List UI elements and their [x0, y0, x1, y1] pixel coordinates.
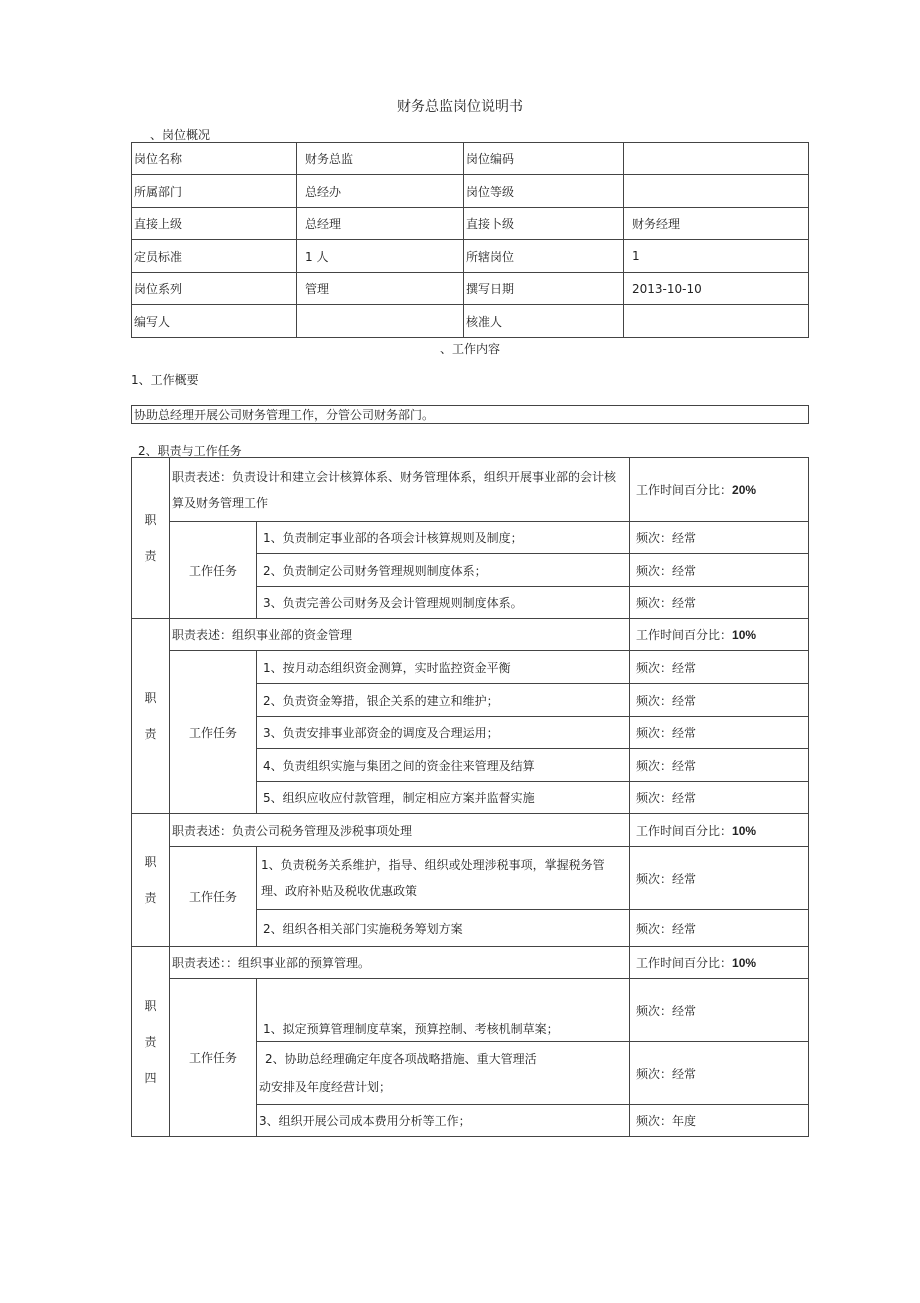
overview-label-cell: 岗位系列 — [132, 273, 297, 305]
overview-label-cell: 所属部门 — [132, 175, 297, 208]
duty-label: 职 责 四 — [132, 947, 170, 1137]
section-heading-content: 、工作内容 — [440, 342, 501, 356]
overview-value-cell — [624, 143, 809, 175]
overview-label-cell: 撰写日期 — [464, 273, 624, 305]
duty-label: 职 责 — [132, 458, 170, 619]
overview-label-cell: 所辖岗位 — [464, 240, 624, 273]
task-item: 4、负责组织实施与集团之间的资金往来管理及结算 — [257, 749, 630, 782]
overview-value-cell: 1 人 — [297, 240, 464, 273]
duty-label: 职 责 — [132, 619, 170, 814]
task-frequency: 频次：经常 — [630, 522, 809, 554]
overview-value-cell: 财务经理 — [624, 208, 809, 240]
overview-label-cell: 岗位名称 — [132, 143, 297, 175]
overview-value-cell: 总经理 — [297, 208, 464, 240]
overview-label-cell: 核准人 — [464, 305, 624, 338]
overview-row — [132, 305, 809, 338]
task-frequency: 频次：年度 — [630, 1105, 809, 1137]
task-frequency: 频次：经常 — [630, 749, 809, 782]
summary-table — [131, 405, 809, 424]
task-item: 1、拟定预算管理制度草案，预算控制、考核机制草案； — [257, 979, 630, 1042]
task-item: 1、负责税务关系维护，指导、组织或处理涉税事项，掌握税务管理、政府补贴及税收优惠政策 — [257, 847, 630, 910]
overview-table — [131, 142, 809, 338]
summary-text: 协助总经理开展公司财务管理工作，分管公司财务部门。 — [132, 406, 809, 424]
task-item: 3、负责安排事业部资金的调度及合理运用； — [257, 717, 630, 749]
task-frequency: 频次：经常 — [630, 979, 809, 1042]
duty-time-percent: 工作时间百分比：20% — [630, 458, 809, 522]
duty-time-percent: 工作时间百分比：10% — [630, 814, 809, 847]
overview-row — [132, 240, 809, 273]
task-label: 工作任务 — [170, 847, 257, 947]
overview-value-cell: 总经办 — [297, 175, 464, 208]
overview-value-cell: 财务总监 — [297, 143, 464, 175]
task-frequency: 频次：经常 — [630, 847, 809, 910]
subheading-summary: 1、工作概要 — [131, 373, 199, 387]
duty-label: 职 责 — [132, 814, 170, 947]
page-title: 财务总监岗位说明书 — [397, 99, 523, 115]
overview-value-cell: 1 — [624, 240, 809, 273]
overview-label-cell: 直接卜级 — [464, 208, 624, 240]
task-item: 1、负责制定事业部的各项会计核算规则及制度； — [257, 522, 630, 554]
task-label: 工作任务 — [170, 979, 257, 1137]
duty-statement: 职责表述：组织事业部的资金管理 — [170, 619, 630, 651]
overview-value-cell: 2013-10-10 — [624, 273, 809, 305]
duty-statement: 职责表述：负责设计和建立会计核算体系、财务管理体系，组织开展事业部的会计核算及财务管理工作 — [170, 458, 630, 522]
duty-statement: 职责表述：负责公司税务管理及涉税事项处理 — [170, 814, 630, 847]
task-label: 工作任务 — [170, 522, 257, 619]
duty-time-percent: 工作时间百分比：10% — [630, 619, 809, 651]
duty-statement: 职责表述：：组织事业部的预算管理。 — [170, 947, 630, 979]
overview-value-cell — [624, 175, 809, 208]
task-item: 3、组织开展公司成本费用分析等工作； — [257, 1105, 630, 1137]
overview-row — [132, 175, 809, 208]
task-item: 5、组织应收应付款管理，制定相应方案并监督实施 — [257, 782, 630, 814]
task-frequency: 频次：经常 — [630, 651, 809, 684]
task-item: 2、组织各相关部门实施税务筹划方案 — [257, 910, 630, 947]
subheading-duties: 2、职责与工作任务 — [138, 444, 242, 458]
overview-value-cell: 管理 — [297, 273, 464, 305]
task-frequency: 频次：经常 — [630, 587, 809, 619]
overview-row — [132, 208, 809, 240]
task-frequency: 频次：经常 — [630, 554, 809, 587]
section-heading-overview: 、岗位概况 — [150, 128, 211, 142]
overview-row — [132, 143, 809, 175]
task-item: 1、按月动态组织资金测算，实时监控资金平衡 — [257, 651, 630, 684]
task-label: 工作任务 — [170, 651, 257, 814]
task-frequency: 频次：经常 — [630, 717, 809, 749]
duty-time-percent: 工作时间百分比：10% — [630, 947, 809, 979]
duties-table — [131, 457, 809, 1137]
task-item: 2、协助总经理确定年度各项战略措施、重大管理活 动安排及年度经营计划； — [257, 1042, 630, 1105]
overview-row — [132, 273, 809, 305]
overview-label-cell: 岗位等级 — [464, 175, 624, 208]
task-frequency: 频次：经常 — [630, 782, 809, 814]
overview-value-cell — [624, 305, 809, 338]
overview-label-cell: 定员标准 — [132, 240, 297, 273]
task-frequency: 频次：经常 — [630, 1042, 809, 1105]
overview-label-cell: 直接上级 — [132, 208, 297, 240]
task-frequency: 频次：经常 — [630, 910, 809, 947]
task-item: 2、负责制定公司财务管理规则制度体系； — [257, 554, 630, 587]
overview-label-cell: 岗位编码 — [464, 143, 624, 175]
task-item: 3、负责完善公司财务及会计管理规则制度体系。 — [257, 587, 630, 619]
task-item: 2、负责资金筹措，银企关系的建立和维护； — [257, 684, 630, 717]
overview-value-cell — [297, 305, 464, 338]
task-frequency: 频次：经常 — [630, 684, 809, 717]
overview-label-cell: 编写人 — [132, 305, 297, 338]
